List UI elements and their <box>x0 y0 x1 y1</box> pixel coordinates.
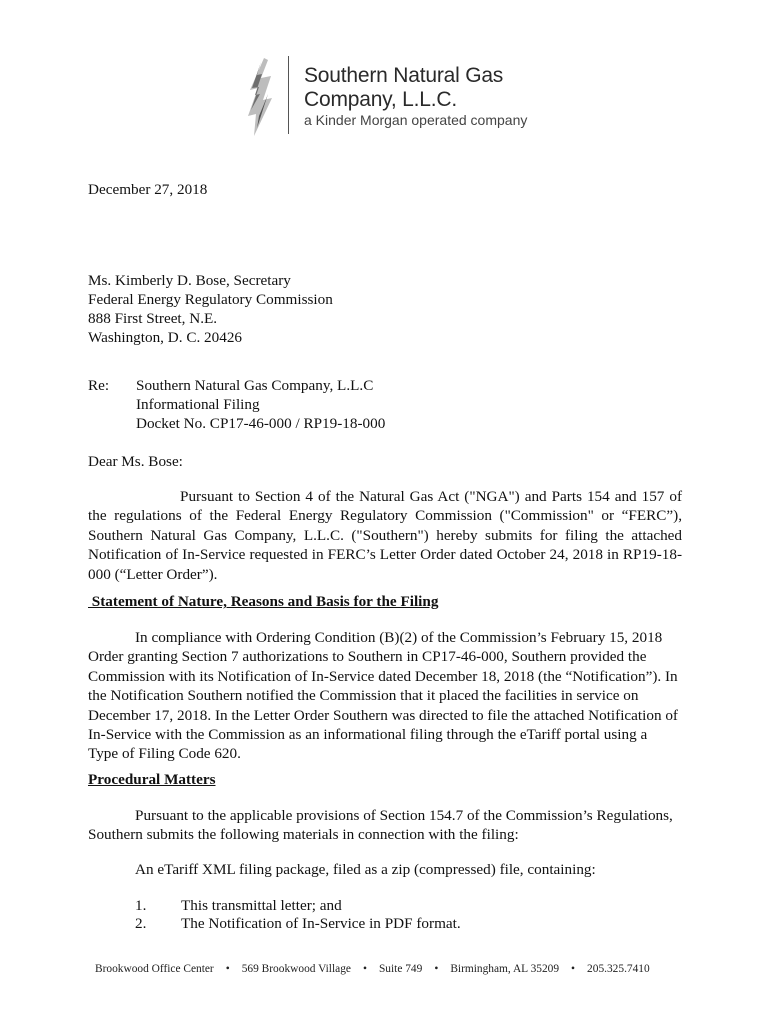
letter-date: December 27, 2018 <box>88 181 208 198</box>
paragraph-line: Pursuant to Section 4 of the Natural Gas Act ("NGA") and Parts 154 and 157 of <box>180 488 682 505</box>
list-item-text: The Notification of In-Service in PDF format. <box>181 915 461 932</box>
section-heading-statement: Statement of Nature, Reasons and Basis for the Filing <box>88 593 439 610</box>
footer-bullet: • <box>434 963 439 975</box>
recipient-line: Ms. Kimberly D. Bose, Secretary <box>88 272 291 289</box>
paragraph-line: Order granting Section 7 authorizations to Southern in CP17-46-000, Southern provided the <box>88 648 647 666</box>
procedural-paragraph <box>88 806 682 845</box>
paragraph-line: Commission with its Notification of In-Service dated December 18, 2018 (the “Notification”). In <box>88 667 678 685</box>
paragraph-line: December 17, 2018. In the Letter Order Southern was directed to file the attached Notification of <box>88 706 678 724</box>
paragraph-line: the Notification Southern notified the Commission that it placed the facilities in service on <box>88 687 639 705</box>
intro-paragraph <box>88 487 682 584</box>
footer-bullet: • <box>362 963 367 975</box>
paragraph-line: Notification of In-Service requested in FERC’s Letter Order dated October 24, 2018 in RP19-18- <box>88 546 682 564</box>
paragraph-line: In-Service with the Commission as an informational filing through the eTariff portal using a <box>88 726 648 744</box>
re-line: Docket No. CP17-46-000 / RP19-18-000 <box>136 415 386 432</box>
paragraph-line: Southern submits the following materials in connection with the filing: <box>88 826 519 844</box>
recipient-line: Federal Energy Regulatory Commission <box>88 291 333 308</box>
list-item-text: This transmittal letter; and <box>181 897 342 914</box>
salutation: Dear Ms. Bose: <box>88 453 183 470</box>
re-line: Informational Filing <box>136 396 260 413</box>
company-tagline: a Kinder Morgan operated company <box>304 112 528 128</box>
footer-city: Birmingham, AL 35209 <box>450 963 560 975</box>
paragraph-line: Pursuant to the applicable provisions of Section 154.7 of the Commission’s Regulations, <box>135 807 673 824</box>
footer-bullet: • <box>571 963 576 975</box>
recipient-line: 888 First Street, N.E. <box>88 310 218 327</box>
paragraph-line: In compliance with Ordering Condition (B)(2) of the Commission’s February 15, 2018 <box>135 629 663 646</box>
letterhead-divider <box>288 56 289 134</box>
list-item-number: 2. <box>135 915 147 932</box>
section-heading-procedural: Procedural Matters <box>88 771 216 788</box>
list-item-number: 1. <box>135 897 147 914</box>
package-description: An eTariff XML filing package, filed as a zip (compressed) file, containing: <box>135 861 596 878</box>
re-label: Re: <box>88 377 110 394</box>
paragraph-line: the regulations of the Federal Energy Regulatory Commission ("Commission" or “FERC”), <box>88 507 682 525</box>
kinder-morgan-lightning-logo <box>244 58 278 136</box>
footer-office: Brookwood Office Center <box>95 963 214 975</box>
recipient-line: Washington, D. C. 20426 <box>88 329 243 346</box>
footer-phone: 205.325.7410 <box>587 963 650 975</box>
footer-bullet: • <box>225 963 230 975</box>
company-name-line1: Southern Natural Gas <box>304 64 504 87</box>
paragraph-line: Type of Filing Code 620. <box>88 745 241 763</box>
statement-paragraph <box>88 628 682 764</box>
paragraph-line: 000 (“Letter Order”). <box>88 565 218 583</box>
footer-suite: Suite 749 <box>378 963 423 975</box>
paragraph-line: Southern Natural Gas Company, L.L.C. ("Southern") hereby submits for filing the attached <box>88 526 682 544</box>
letter-footer <box>95 963 650 975</box>
company-name-line2: Company, L.L.C. <box>304 88 458 111</box>
re-line: Southern Natural Gas Company, L.L.C <box>136 377 374 394</box>
footer-street: 569 Brookwood Village <box>241 963 351 975</box>
